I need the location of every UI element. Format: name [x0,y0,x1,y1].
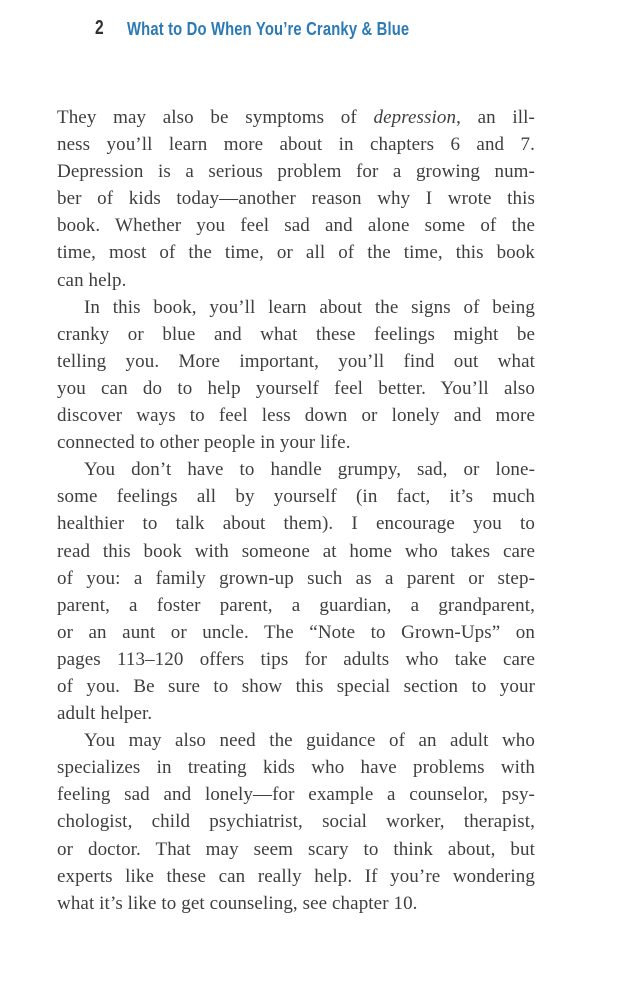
text-segment: telling you. More important, you’ll find out what [57,350,535,372]
text-line [57,619,535,646]
text-segment: adult helper. [57,703,153,725]
text-line [57,456,535,483]
text-segment: read this book with someone at home who takes care [57,540,535,562]
text-line [57,592,535,619]
text-segment: In this book, you’ll learn about the signs of being [84,296,535,318]
text-line [57,239,535,266]
text-line [57,646,535,673]
text-line [57,890,535,917]
text-line [57,104,535,131]
text-segment: feeling sad and lonely—for example a counselor, psy- [57,784,535,806]
text-line [57,565,535,592]
text-segment: , an ill- [456,107,535,128]
text-line [57,375,535,402]
text-line [57,267,535,294]
text-line [57,185,535,212]
paragraph [57,294,535,457]
text-segment: you can do to help yourself feel better. You’ll also [57,377,535,399]
text-line [57,294,535,321]
running-title: What to Do When You’re Cranky & Blue [127,18,410,39]
text-segment: or an aunt or uncle. The “Note to Grown-Ups” on [57,621,535,643]
text-segment: pages 113–120 offers tips for adults who take care [57,648,535,670]
text-segment: some feelings all by yourself (in fact, it’s much [57,486,535,508]
text-line [57,212,535,239]
text-segment: ness you’ll learn more about in chapters 6 and 7. [57,134,535,156]
text-segment: chologist, child psychiatrist, social worker, therapist, [57,811,535,833]
text-line [57,727,535,754]
text-line [57,863,535,890]
paragraph [57,727,535,917]
text-line [57,131,535,158]
text-segment: cranky or blue and what these feelings might be [57,323,535,345]
text-line [57,538,535,565]
text-line [57,700,535,727]
italic-text-segment: depression [373,107,457,128]
text-segment: You may also need the guidance of an adult who [84,730,535,752]
body-text [57,104,535,917]
text-line [57,348,535,375]
text-line [57,673,535,700]
text-segment: ber of kids today—another reason why I wrote this [57,188,535,210]
text-line [57,429,535,456]
paragraph [57,456,535,727]
text-segment: parent, a foster parent, a guardian, a grandparent, [57,594,535,616]
text-segment: discover ways to feel less down or lonely and more [57,405,535,427]
text-segment: of you: a family grown-up such as a parent or step- [57,567,535,589]
text-segment: can help. [57,269,127,291]
text-segment: experts like these can really help. If you’re wondering [57,865,535,887]
text-segment: or doctor. That may seem scary to think about, but [57,838,535,860]
page-number: 2 [95,17,104,39]
text-segment: connected to other people in your life. [57,432,351,454]
running-header [0,16,621,44]
text-segment: specializes in treating kids who have problems with [57,757,535,779]
text-line [57,321,535,348]
text-line [57,836,535,863]
text-line [57,754,535,781]
text-line [57,483,535,510]
text-line [57,402,535,429]
text-segment: what it’s like to get counseling, see chapter 10. [57,892,418,914]
text-segment: Depression is a serious problem for a growing num- [57,161,535,183]
text-line [57,781,535,808]
text-segment: healthier to talk about them). I encourage you to [57,513,535,535]
text-line [57,808,535,835]
text-segment: time, most of the time, or all of the time, this book [57,242,535,264]
text-segment: They may also be symptoms of [57,107,374,128]
text-segment: book. Whether you feel sad and alone some of the [57,215,535,237]
paragraph [57,104,535,294]
text-line [57,510,535,537]
text-line [57,158,535,185]
text-segment: of you. Be sure to show this special section to your [57,675,535,697]
text-segment: You don’t have to handle grumpy, sad, or lone- [84,459,535,481]
